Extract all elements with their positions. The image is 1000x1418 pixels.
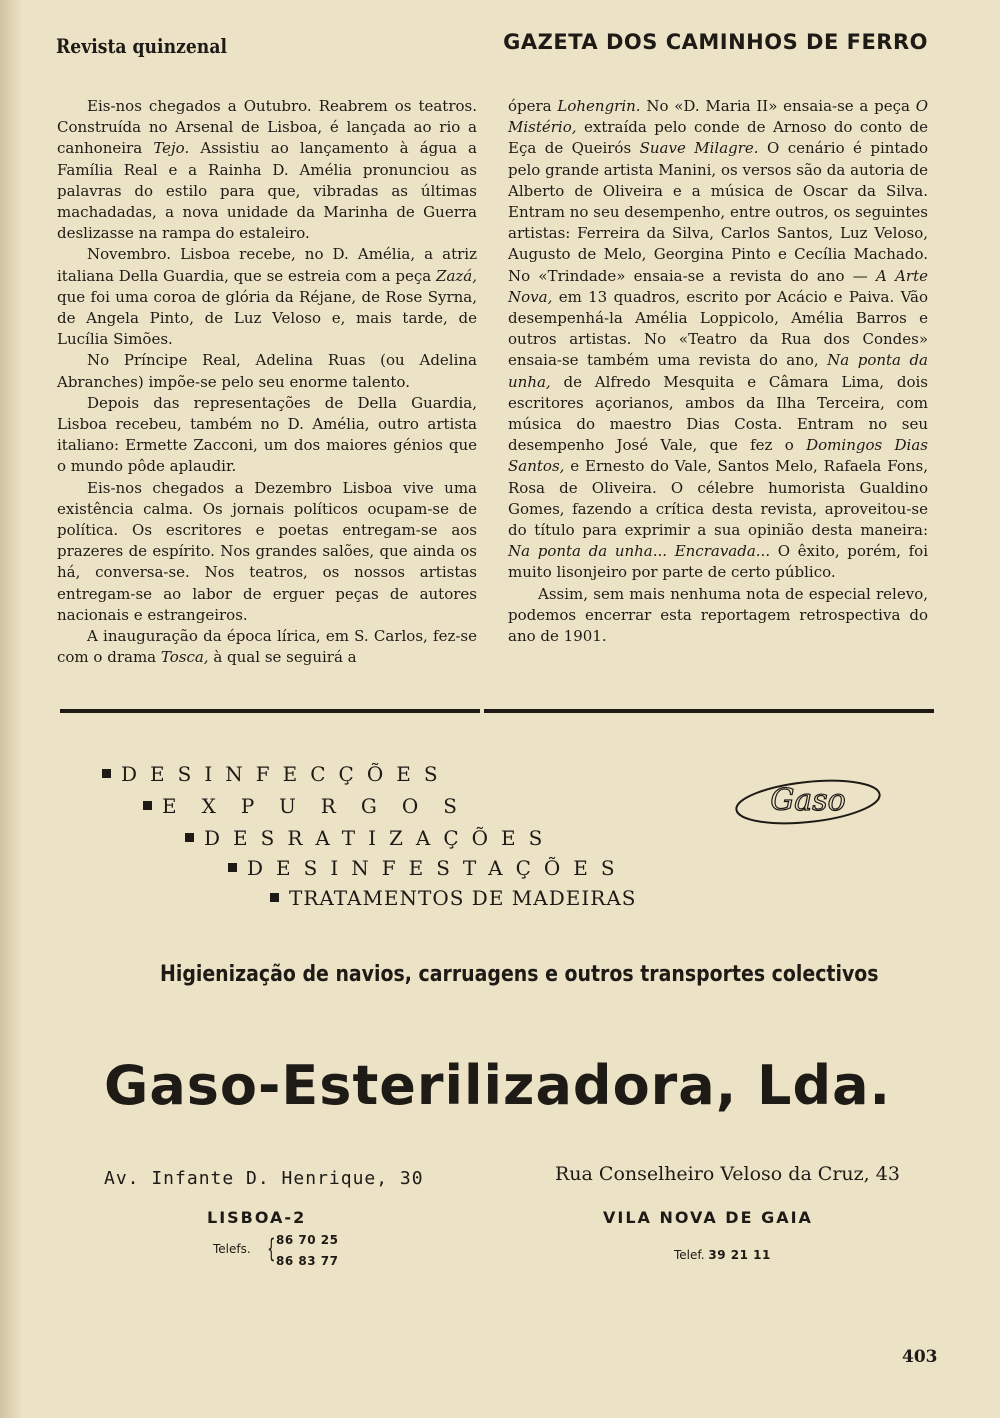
square-bullet-icon [185, 833, 194, 842]
page-edge-shadow [0, 0, 22, 1418]
paragraph: No Príncipe Real, Adelina Ruas (ou Adelina Abranches) impõe-se pelo seu enorme talento. [57, 351, 477, 391]
address-lisboa: Av. Infante D. Henrique, 30 [104, 1168, 424, 1189]
telephone-number: 86 83 77 [276, 1254, 339, 1268]
company-name: Gaso-Esterilizadora, Lda. [104, 1054, 892, 1117]
square-bullet-icon [228, 863, 237, 872]
header-left: Revista quinzenal [56, 34, 227, 58]
square-bullet-icon [102, 769, 111, 778]
divider-rule [60, 709, 480, 713]
telephone-gaia: Telef. 39 21 11 [674, 1248, 771, 1262]
article-right-column [508, 96, 928, 647]
square-bullet-icon [143, 801, 152, 810]
service-item: EXPURGOS [143, 794, 482, 818]
paragraph: Depois das representações de Della Guardia, Lisboa recebeu, também no D. Amélia, outro artista italiano: Ermette Zacconi, um dos maiores génios que o mundo pôde aplaudir. [57, 393, 477, 476]
city-gaia: VILA NOVA DE GAIA [603, 1208, 813, 1227]
paragraph: A inauguração da época lírica, em S. Carlos, fez-se com o drama Tosca, à qual se seguirá a [57, 627, 477, 667]
square-bullet-icon [270, 893, 279, 902]
logo-text: Gaso [770, 783, 846, 818]
gaso-logo [733, 774, 883, 830]
city-lisboa: LISBOA-2 [207, 1208, 307, 1227]
telephone-number: 86 70 25 [276, 1233, 339, 1247]
service-item: DESINFESTAÇÕES [228, 856, 628, 880]
paragraph: Assim, sem mais nenhuma nota de especial relevo, podemos encerrar esta reportagem retrospectiva do ano de 1901. [508, 584, 928, 646]
article-left-column [57, 96, 477, 668]
service-item: DESINFECÇÕES [102, 762, 451, 786]
divider-rule [484, 709, 934, 713]
telephone-label: Telefs. [213, 1242, 251, 1256]
paragraph: Eis-nos chegados a Dezembro Lisboa vive uma existência calma. Os jornais políticos ocupam-se de política. Os escritores e poetas entregam-se aos prazeres de espírito. Nos grandes salões, que ainda os há, conversa-se. Nos teatros, os nossos artistas entregam-se ao labor de erguer peças de autores nacionais e estrangeiros. [57, 478, 477, 624]
paragraph: ópera Lohengrin. No «D. Maria II» ensaia-se a peça O Mistério, extraída pelo conde de Arnoso do conto de Eça de Queirós Suave Milagre. O cenário é pintado pelo grande artista Manini, os versos são da autoria de Alberto de Oliveira e a música de Oscar da Silva. Entram no seu desempenho, entre outros, os seguintes artistas: Ferreira da Silva, Carlos Santos, Luz Veloso, Augusto de Melo, Georgina Pinto e Cecília Machado. No «Trindade» ensaia-se a revista do ano — A Arte Nova, em 13 quadros, escrito por Acácio e Paiva. Vão desempenhá-la Amélia Loppicolo, Amélia Barros e outros artistas. No «Teatro da Rua dos Condes» ensaia-se também uma revista do ano, Na ponta da unha, de Alfredo Mesquita e Câmara Lima, dois escritores açorianos, ambos da Ilha Terceira, com música do maestro Dias Costa. Entram no seu desempenho José Vale, que fez o Domingos Dias Santos, e Ernesto do Vale, Santos Melo, Rafaela Fons, Rosa de Oliveira. O célebre humorista Gualdino Gomes, fazendo a crítica desta revista, aproveitou-se do título para exprimir a sua opinião desta maneira: Na ponta da unha... Encravada... O êxito, porém, foi muito lisonjeiro por parte de certo público. [508, 97, 929, 582]
page-number: 403 [902, 1347, 938, 1367]
brace-icon: { [267, 1234, 276, 1264]
ad-tagline: Higienização de navios, carruagens e outros transportes colectivos [160, 962, 879, 987]
service-item: DESRATIZAÇÕES [185, 826, 555, 850]
address-gaia: Rua Conselheiro Veloso da Cruz, 43 [555, 1163, 900, 1185]
paragraph: Eis-nos chegados a Outubro. Reabrem os teatros. Construída no Arsenal de Lisboa, é lançada ao rio a canhoneira Tejo. Assistiu ao lançamento à água a Família Real e a Rainha D. Amélia pronunciou as palavras do estilo para que, vibradas as últimas machadadas, a nova unidade da Marinha de Guerra deslizasse na rampa do estaleiro. [57, 97, 477, 243]
paragraph: Novembro. Lisboa recebe, no D. Amélia, a atriz italiana Della Guardia, que se estreia com a peça Zazá, que foi uma coroa de glória da Réjane, de Rose Syrna, de Angela Pinto, de Luz Veloso e, mais tarde, de Lucília Simões. [57, 245, 477, 349]
header-right: GAZETA DOS CAMINHOS DE FERRO [503, 30, 928, 54]
service-item: TRATAMENTOS DE MADEIRAS [270, 886, 636, 910]
